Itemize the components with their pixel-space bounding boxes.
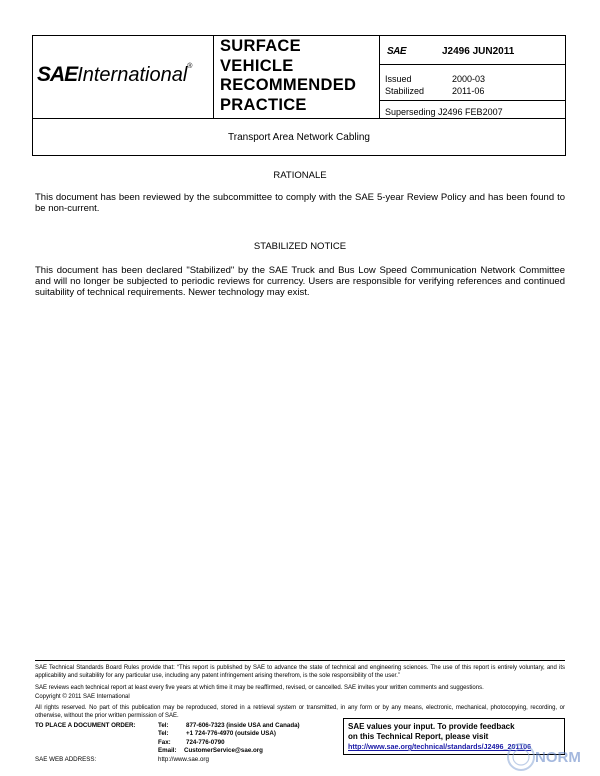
sae-international-logo (37, 63, 192, 87)
tel-intl-value: +1 724-776-4970 (outside USA) (186, 730, 276, 737)
superseding-text: Superseding J2496 FEB2007 (385, 107, 503, 117)
rights-notice: All rights reserved. No part of this publication may be reproduced, stored in a retrieval system or transmitted, in any form or by any means, electronic, mechanical, photocopying, recording, or otherwise, without the prior written permission of SAE. (35, 705, 565, 719)
sae-norm-watermark (485, 741, 595, 775)
email-link[interactable]: CustomerService@sae.org (184, 747, 263, 754)
document-number: J2496 JUN2011 (442, 46, 515, 57)
document-number-row (380, 36, 565, 65)
tel-usa-value: 877-606-7323 (inside USA and Canada) (186, 722, 300, 729)
fax-value: 724-776-0790 (186, 739, 225, 746)
email-label: Email: (158, 747, 177, 754)
logo-sae-text: SAE (37, 63, 78, 86)
logo-international-text: International (77, 64, 188, 86)
document-type-cell (214, 36, 380, 118)
tel-label: Tel: (158, 722, 169, 729)
board-rules-notice: SAE Technical Standards Board Rules provide that: “This report is published by SAE to advance the state of technical and engineering sciences. The use of this report is entirely voluntary, and its applicability and suitability for any particular use, including any patent infringement arising therefrom, is the sole responsibility of the user.” (35, 665, 565, 679)
order-label: TO PLACE A DOCUMENT ORDER: (35, 722, 136, 729)
document-subject: Transport Area Network Cabling (228, 132, 370, 143)
stabilized-label: Stabilized (385, 86, 425, 96)
stabilized-notice-heading: STABILIZED NOTICE (253, 241, 347, 252)
document-type-line: PRACTICE (220, 95, 307, 114)
watermark-text: NORM (535, 749, 581, 766)
rationale-heading: RATIONALE (273, 170, 327, 181)
feedback-text: on this Technical Report, please visit (348, 732, 489, 741)
issued-label: Issued (385, 74, 412, 84)
feedback-link[interactable]: http://www.sae.org/technical/standards/J2496_201106 (348, 742, 532, 751)
superseding-row (380, 100, 565, 118)
feedback-text: SAE values your input. To provide feedback (348, 722, 515, 731)
web-address-link[interactable]: http://www.sae.org (158, 756, 209, 763)
review-notice: SAE reviews each technical report at least every five years at which time it may be reaffirmed, revised, or cancelled. SAE invites your written comments and suggestions. (35, 685, 484, 691)
document-header (32, 35, 566, 156)
document-type-line: SURFACE (220, 37, 301, 55)
rationale-paragraph: This document has been reviewed by the subcommittee to comply with the SAE 5-year Review Policy and has been found to be non-current. (35, 192, 565, 214)
issued-date: 2000-03 (452, 74, 486, 84)
stabilized-date: 2011-06 (452, 86, 485, 96)
document-type-line: RECOMMENDED (220, 76, 357, 94)
logo-cell (33, 36, 214, 118)
document-type-line: VEHICLE (220, 56, 294, 75)
sae-small-logo: SAE (387, 46, 407, 57)
tel-label: Tel: (158, 730, 169, 737)
logo-registered-mark: ® (187, 63, 193, 70)
header-top-row (33, 36, 565, 119)
stabilized-notice-paragraph: This document has been declared "Stabilized" by the SAE Truck and Bus Low Speed Communication Network Committee and will no longer be subjected to periodic reviews for currency. Users are responsible for verifying references and continued suitability of technical requirements. Newer technology may exist. (35, 265, 565, 298)
copyright-notice: Copyright © 2011 SAE International (35, 694, 130, 700)
fax-label: Fax: (158, 739, 171, 746)
web-address-label: SAE WEB ADDRESS: (35, 756, 97, 763)
document-info-cell (380, 36, 565, 118)
footer-divider (35, 660, 565, 661)
